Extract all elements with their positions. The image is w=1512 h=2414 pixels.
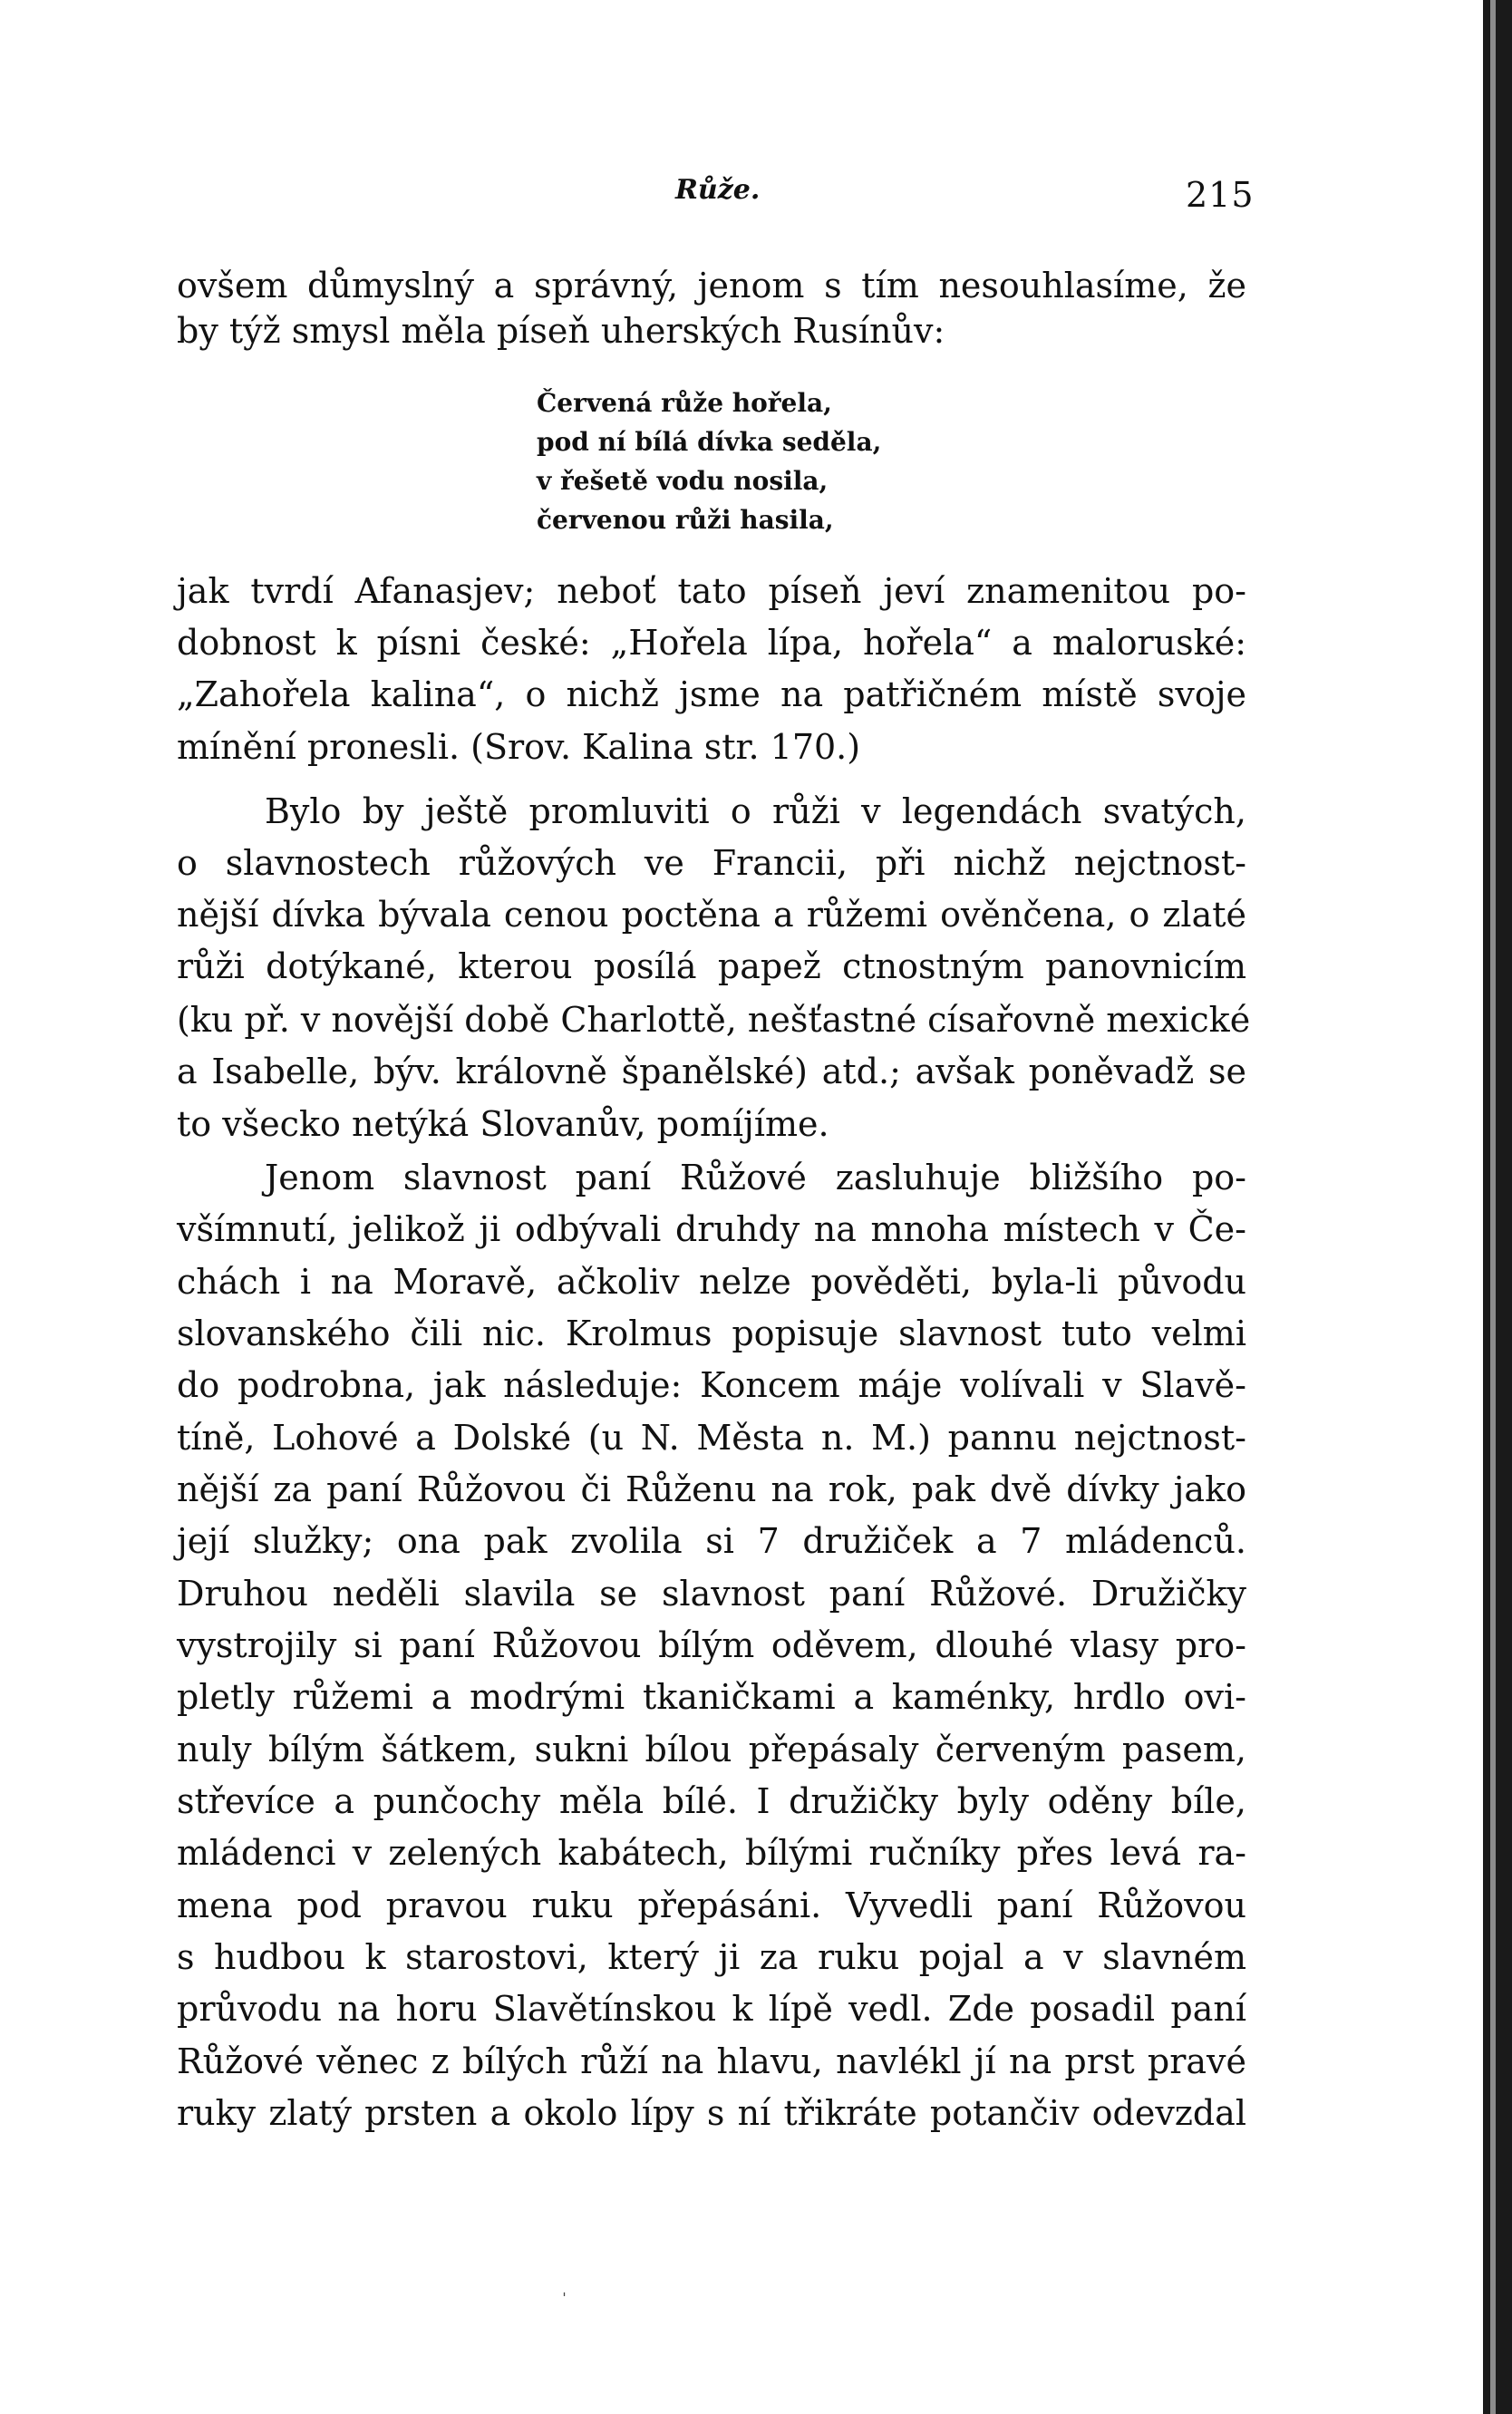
running-header-title: Růže. — [675, 174, 761, 206]
text-line: růži dotýkané, kterou posílá papež ctnostným panovnicím — [177, 946, 1246, 986]
verse-line: v řešetě vodu nosila, — [537, 466, 829, 496]
text-line: jak tvrdí Afanasjev; neboť tato píseň jeví znamenitou po- — [177, 571, 1246, 611]
text-line: Bylo by ještě promluviti o růži v legendách svatých, — [265, 791, 1246, 831]
text-line: její služky; ona pak zvolila si 7 družiček a 7 mládenců. — [177, 1521, 1246, 1561]
scan-edge-border — [1483, 0, 1512, 2414]
text-line: nější dívka bývala cenou poctěna a růžemi ověnčena, o zlaté — [177, 895, 1246, 935]
text-line: „Zahořela kalina“, o nichž jsme na patřičném místě svoje — [177, 674, 1246, 714]
text-line: s hudbou k starostovi, který ji za ruku pojal a v slavném — [177, 1937, 1246, 1977]
page-number: 215 — [1186, 175, 1255, 215]
text-line: Jenom slavnost paní Růžové zasluhuje bližšího po- — [265, 1158, 1246, 1197]
text-line: (ku př. v novější době Charlottě, nešťastné císařovně mexické — [177, 1000, 1251, 1040]
verse-line: Červená růže hořela, — [537, 388, 832, 418]
scan-edge-inner-stripe — [1490, 0, 1496, 2414]
text-line: to všecko netýká Slovanův, pomíjíme. — [177, 1104, 829, 1144]
text-line: ruky zlatý prsten a okolo lípy s ní třikráte potančiv odevzdal — [177, 2093, 1246, 2133]
text-line: mínění pronesli. (Srov. Kalina str. 170.) — [177, 727, 861, 767]
text-line: Druhou neděli slavila se slavnost paní Růžové. Družičky — [177, 1574, 1246, 1614]
text-line: a Isabelle, býv. královně španělské) atd.; avšak poněvadž se — [177, 1052, 1246, 1091]
text-line: střevíce a punčochy měla bílé. I družičky byly oděny bíle, — [177, 1781, 1246, 1821]
text-line: nější za paní Růžovou či Růženu na rok, pak dvě dívky jako — [177, 1469, 1246, 1509]
text-line: všímnutí, jelikož ji odbývali druhdy na mnoha místech v Če- — [177, 1209, 1246, 1249]
text-line: chách i na Moravě, ačkoliv nelze pověděti, byla-li původu — [177, 1262, 1246, 1302]
text-line: o slavnostech růžových ve Francii, při nichž nejctnost- — [177, 843, 1246, 883]
text-line: vystrojily si paní Růžovou bílým oděvem, dlouhé vlasy pro- — [177, 1625, 1246, 1665]
text-line: pletly růžemi a modrými tkaničkami a kaménky, hrdlo ovi- — [177, 1677, 1246, 1717]
text-line: nuly bílým šátkem, sukni bílou přepásaly červeným pasem, — [177, 1730, 1246, 1769]
text-line: průvodu na horu Slavětínskou k lípě vedl. Zde posadil paní — [177, 1989, 1246, 2029]
text-line: do podrobna, jak následuje: Koncem máje volívali v Slavě- — [177, 1365, 1246, 1405]
text-line: by týž smysl měla píseň uherských Rusínův: — [177, 311, 945, 351]
text-line: Růžové věnec z bílých růží na hlavu, navlékl jí na prst pravé — [177, 2041, 1246, 2081]
text-line: ovšem důmyslný a správný, jenom s tím nesouhlasíme, že — [177, 266, 1246, 305]
text-line: mládenci v zelených kabátech, bílými ručníky přes levá ra- — [177, 1833, 1246, 1873]
text-line: mena pod pravou ruku přepásáni. Vyvedli paní Růžovou — [177, 1886, 1246, 1925]
text-line: slovanského čili nic. Krolmus popisuje slavnost tuto velmi — [177, 1314, 1246, 1353]
verse-line: pod ní bílá dívka seděla, — [537, 427, 882, 457]
stray-print-mark: ˌ — [562, 2280, 567, 2299]
text-line: dobnost k písni české: „Hořela lípa, hořela“ a maloruské: — [177, 623, 1246, 663]
text-line: tíně, Lohové a Dolské (u N. Města n. M.) pannu nejctnost- — [177, 1418, 1246, 1458]
verse-line: červenou růži hasila, — [537, 505, 834, 535]
